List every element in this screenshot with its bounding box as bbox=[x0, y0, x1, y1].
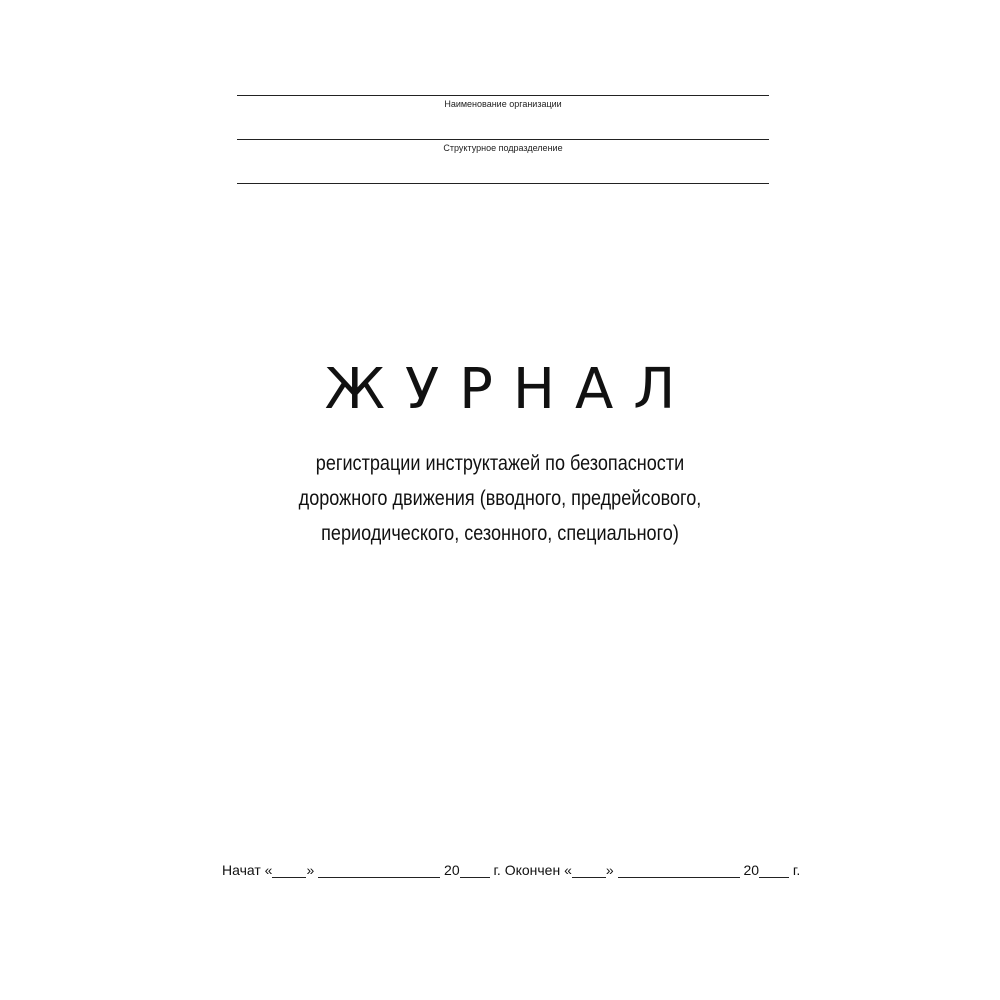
subtitle-line-2: дорожного движения (вводного, предрейсового, bbox=[298, 487, 702, 510]
finished-quote-close: » bbox=[605, 862, 614, 878]
finished-month-blank bbox=[618, 863, 740, 878]
finished-day-blank bbox=[572, 863, 606, 878]
department-bottom-line bbox=[237, 183, 769, 184]
subtitle-line-3: периодического, сезонного, специального) bbox=[321, 522, 679, 545]
subtitle-line-1: регистрации инструктажей по безопасности bbox=[315, 452, 685, 475]
finished-label: Окончен « bbox=[504, 862, 572, 878]
started-day-blank bbox=[272, 863, 306, 878]
department-line bbox=[237, 139, 769, 140]
started-quote-close: » bbox=[306, 862, 315, 878]
finished-year-suffix: г. bbox=[792, 862, 801, 878]
started-month-blank bbox=[318, 863, 440, 878]
started-label: Начат « bbox=[222, 862, 273, 878]
finished-year-prefix: 20 bbox=[743, 862, 760, 878]
organization-caption: Наименование организации bbox=[444, 99, 562, 109]
started-year-suffix: г. bbox=[493, 862, 501, 878]
department-caption: Структурное подразделение bbox=[443, 143, 563, 153]
journal-subtitle bbox=[0, 446, 1000, 551]
started-year-prefix: 20 bbox=[444, 862, 460, 878]
organization-line bbox=[237, 95, 769, 96]
journal-title: ЖУРНАЛ bbox=[324, 357, 696, 422]
date-range-footer bbox=[222, 862, 800, 882]
finished-year-blank bbox=[759, 863, 789, 878]
started-year-blank bbox=[460, 863, 490, 878]
